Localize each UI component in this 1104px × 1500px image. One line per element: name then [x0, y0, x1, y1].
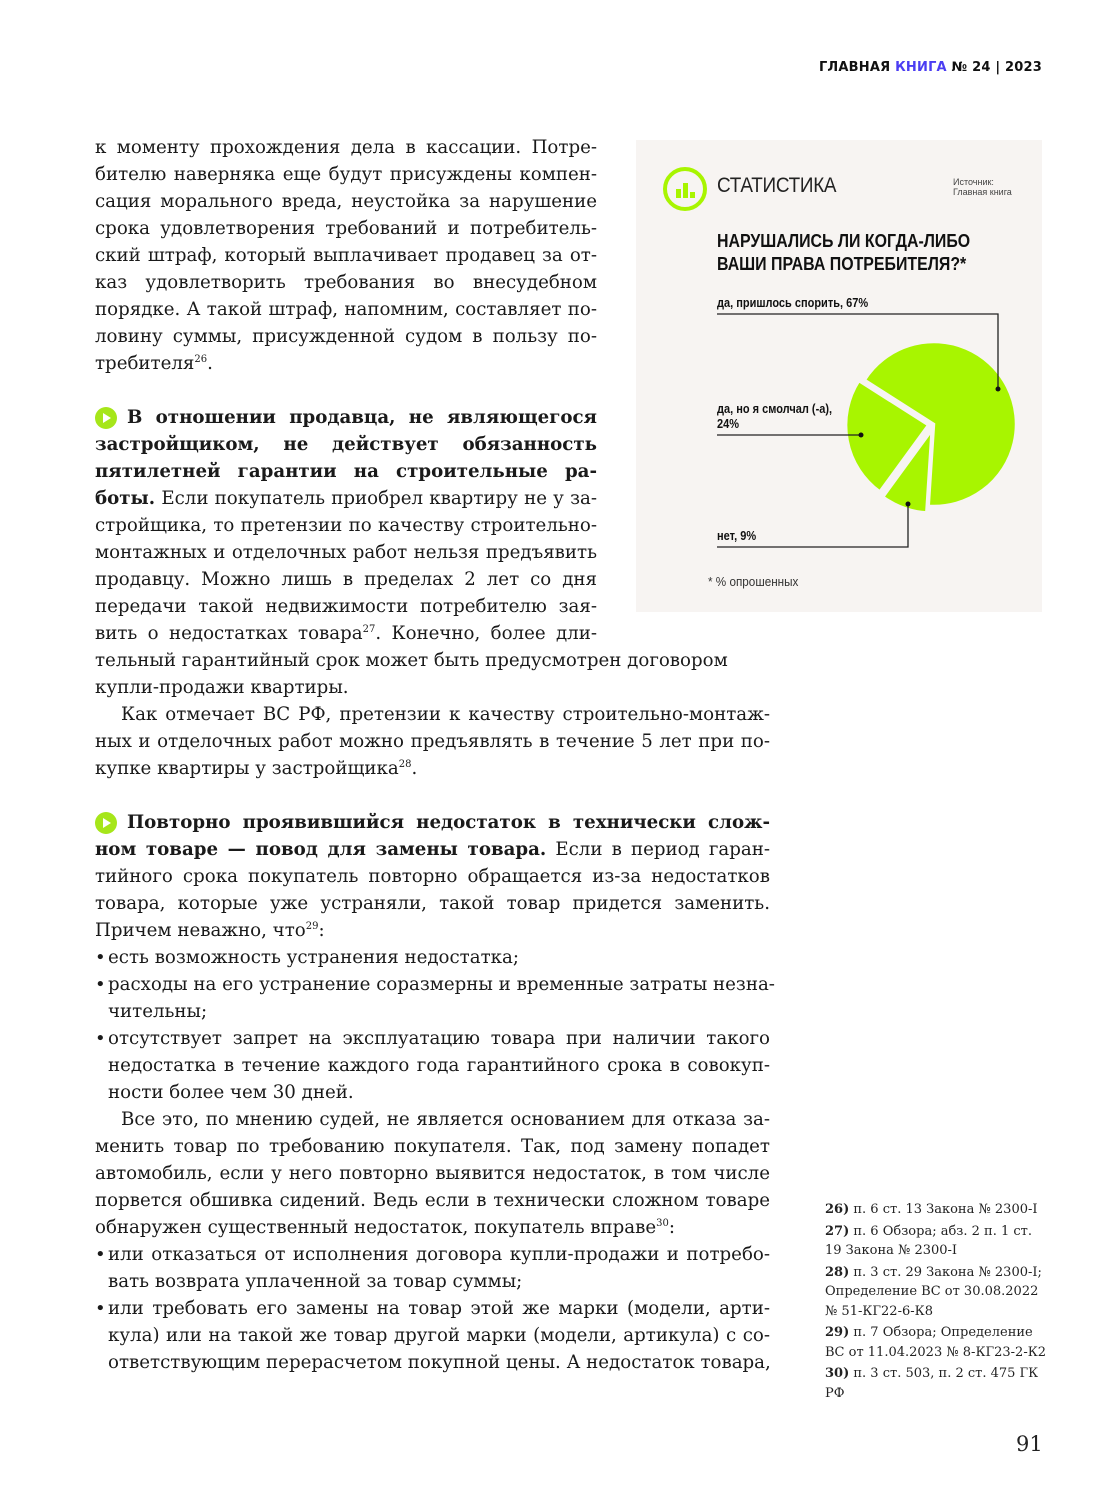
footnote-ref: 29 — [305, 921, 319, 932]
text-span: порвется обшивка сидений. Ведь если в технически сложном товаре — [95, 1190, 770, 1211]
text-span: передачи такой недвижимости потребителю зая- — [95, 596, 597, 617]
issue-info: № 24 | 2023 — [951, 60, 1042, 75]
footnotes — [825, 1200, 1050, 1405]
source-label: Источник: — [953, 177, 994, 187]
footnote-number: 30) — [825, 1366, 850, 1381]
footnote — [825, 1222, 1050, 1261]
text-span: к моменту прохождения дела в кассации. Потре- — [95, 137, 597, 158]
text-span: или требовать его замены на товар этой же марки (модели, арти- — [108, 1298, 770, 1319]
text-line — [95, 1160, 770, 1187]
text-span: расходы на его устранение соразмерны и временные затраты незна- — [108, 974, 775, 995]
pie-label-yes-silent — [717, 402, 832, 432]
text-span: Причем неважно, что — [95, 920, 306, 941]
text-span: Если в период гаран- — [546, 839, 770, 860]
bold-lead-text: застройщиком, не действует обязанность — [95, 434, 597, 455]
text-span: автомобиль, если у него повторно выявится недостаток, в том числе — [95, 1163, 770, 1184]
text-span: менить товар по требованию покупателя. Так, под замену попадет — [95, 1136, 770, 1157]
text-line — [95, 215, 597, 242]
text-line — [95, 674, 770, 701]
bullet-icon: • — [95, 1298, 106, 1319]
text-line — [95, 134, 597, 161]
text-line — [95, 620, 597, 647]
bold-lead-text: боты. — [95, 488, 156, 509]
text-span: ский штраф, который выплачивает продавец за от- — [95, 245, 597, 266]
text-line — [95, 917, 770, 944]
bullet-icon: • — [95, 1028, 106, 1049]
footnote-ref: 26 — [194, 354, 208, 365]
stats-title: СТАТИСТИКА — [717, 174, 837, 197]
text-span: сация морального вреда, неустойка за нарушение — [95, 191, 597, 212]
text-line — [95, 566, 597, 593]
text-line — [108, 1241, 770, 1268]
text-span: . — [207, 353, 213, 374]
text-line — [95, 350, 597, 377]
footnote-number: 28) — [825, 1264, 850, 1280]
text-line — [95, 701, 770, 728]
pie-label-no: нет, 9% — [717, 529, 757, 543]
text-line — [95, 485, 597, 512]
leader-dot — [859, 433, 864, 438]
footnote — [825, 1364, 1050, 1403]
footnote-text: п. 3 ст. 29 Закона № 2300-I; Определение ВС от 30.08.2022 № 51-КГ22-6-К8 — [825, 1264, 1042, 1319]
text-line — [127, 404, 597, 431]
text-line — [95, 242, 597, 269]
label-line: да, но я смолчал (-а), — [717, 402, 833, 416]
text-line — [108, 1268, 770, 1295]
text-line — [95, 296, 597, 323]
text-line — [108, 998, 770, 1025]
footnote-number: 29) — [825, 1325, 850, 1340]
bold-lead-text: Повторно проявившийся недостаток в технически слож- — [127, 812, 770, 833]
text-span: : — [668, 1217, 675, 1238]
text-span: тийного срока покупатель повторно обращается из-за недостатков — [95, 866, 770, 887]
text-line — [95, 1187, 770, 1214]
text-span: бителю наверняка еще будут присуждены компен- — [95, 164, 597, 185]
footnote-ref: 30 — [656, 1218, 669, 1229]
text-line — [108, 944, 770, 971]
footnote-number: 27) — [825, 1223, 850, 1239]
text-line — [95, 1214, 770, 1241]
text-span: . Конечно, более дли- — [375, 623, 597, 644]
page-number: 91 — [1016, 1432, 1043, 1456]
text-span: товара, которые уже устраняли, такой товар придется заменить. — [95, 893, 770, 914]
text-line — [95, 728, 770, 755]
text-span: продавцу. Можно лишь в пределах 2 лет со дня — [95, 569, 597, 590]
footnote-text: п. 3 ст. 503, п. 2 ст. 475 ГК РФ — [825, 1366, 1039, 1401]
text-line — [95, 188, 597, 215]
text-span: есть возможность устранения недостатка; — [108, 947, 519, 968]
question-line: ВАШИ ПРАВА ПОТРЕБИТЕЛЯ?* — [717, 253, 967, 274]
footnote — [825, 1200, 1050, 1220]
footnote-number: 26) — [825, 1202, 850, 1217]
text-span: ловину суммы, присужденной судом в пользу по- — [95, 326, 597, 347]
text-line — [95, 458, 597, 485]
text-span: ности более чем 30 дней. — [108, 1082, 354, 1103]
text-span: отсутствует запрет на эксплуатацию товара при наличии такого — [108, 1028, 770, 1049]
text-line — [95, 1106, 770, 1133]
running-header — [819, 60, 1042, 75]
label-line: 24% — [717, 417, 740, 431]
text-line — [95, 269, 597, 296]
question-line: НАРУШАЛИСЬ ЛИ КОГДА-ЛИБО — [717, 230, 971, 251]
footnote-ref: 27 — [362, 624, 376, 635]
play-bullet-icon — [95, 812, 117, 834]
bullet-icon: • — [95, 947, 106, 968]
stats-footnote: * % опрошенных — [708, 574, 799, 589]
text-span: требителя — [95, 353, 195, 374]
text-span: монтажных и отделочных работ нельзя предъявить — [95, 542, 597, 563]
text-line — [95, 863, 770, 890]
leader-dot — [996, 387, 1001, 392]
text-span: ответствующим перерасчетом покупной цены. А недостаток товара, — [108, 1352, 771, 1373]
text-span: купли-продажи квартиры. — [95, 677, 349, 698]
footnote — [825, 1323, 1050, 1362]
text-line — [95, 431, 597, 458]
text-line — [95, 647, 728, 674]
text-span: вать возврата уплаченной за товар суммы; — [108, 1271, 523, 1292]
play-bullet-icon — [95, 407, 117, 429]
text-line — [95, 512, 597, 539]
footnote-text: п. 6 ст. 13 Закона № 2300-I — [849, 1202, 1038, 1217]
text-span: или отказаться от исполнения договора купли-продажи и потребо- — [108, 1244, 770, 1265]
text-line — [95, 755, 770, 782]
footnote-text: п. 7 Обзора; Определение ВС от 11.04.2023 № 8-КГ23-2-К2 — [825, 1325, 1047, 1360]
text-span: недостатка в течение каждого года гарантийного срока в совокуп- — [108, 1055, 770, 1076]
text-line — [108, 1052, 770, 1079]
text-line — [95, 890, 770, 917]
text-line — [127, 809, 770, 836]
text-line — [95, 836, 770, 863]
bold-lead-text: ном товаре — повод для замены товара. — [95, 839, 547, 860]
text-span: ных и отделочных работ можно предъявлять в течение 5 лет при по- — [95, 731, 770, 752]
source-name: Главная книга — [953, 187, 1012, 197]
text-line — [108, 1322, 770, 1349]
text-span: кула) или на такой же товар другой марки (модели, артикула) с со- — [108, 1325, 770, 1346]
text-line — [108, 1295, 770, 1322]
text-line — [108, 971, 775, 998]
text-line — [108, 1349, 770, 1376]
text-line — [108, 1025, 770, 1052]
text-span: купке квартиры у застройщика — [95, 758, 399, 779]
text-span: Если покупатель приобрел квартиру не у за- — [155, 488, 597, 509]
footnote — [825, 1263, 1050, 1322]
text-line — [108, 1079, 770, 1106]
brand-name-accent: КНИГА — [895, 60, 947, 75]
brand-name: ГЛАВНАЯ — [818, 60, 891, 75]
text-span: тельный гарантийный срок может быть предусмотрен договором — [95, 650, 728, 671]
statistics-box — [636, 140, 1042, 612]
text-span: порядке. А такой штраф, напомним, составляет по- — [95, 299, 597, 320]
footnote-ref: 28 — [398, 759, 412, 770]
text-line — [95, 323, 597, 350]
bullet-icon: • — [95, 1244, 106, 1265]
text-span: вить о недостатках товара — [95, 623, 363, 644]
bold-lead-text: пятилетней гарантии на строительные ра- — [95, 461, 597, 482]
pie-label-yes-argued: да, пришлось спорить, 67% — [717, 296, 869, 310]
text-span: срока удовлетворения требований и потребитель- — [95, 218, 597, 239]
text-span: стройщика, то претензии по качеству строительно- — [95, 515, 597, 536]
text-span: : — [318, 920, 325, 941]
bold-lead-text: В отношении продавца, не являющегося — [127, 407, 597, 428]
footnote-text: п. 6 Обзора; абз. 2 п. 1 ст. 19 Закона № 2300-I — [825, 1223, 1032, 1258]
text-span: каз удовлетворить требования во внесудебном — [95, 272, 597, 293]
bullet-icon: • — [95, 974, 106, 995]
text-span: Как отмечает ВС РФ, претензии к качеству строительно-монтаж- — [121, 704, 770, 725]
text-span: Все это, по мнению судей, не является основанием для отказа за- — [121, 1109, 770, 1130]
text-line — [95, 539, 597, 566]
text-line — [95, 161, 597, 188]
text-line — [95, 1133, 770, 1160]
text-line — [95, 593, 597, 620]
text-span: чительны; — [108, 1001, 208, 1022]
pie-chart — [636, 140, 1042, 612]
text-span: обнаружен существенный недостаток, покупатель вправе — [95, 1217, 657, 1238]
leader-dot — [906, 502, 911, 507]
text-span: . — [411, 758, 418, 779]
